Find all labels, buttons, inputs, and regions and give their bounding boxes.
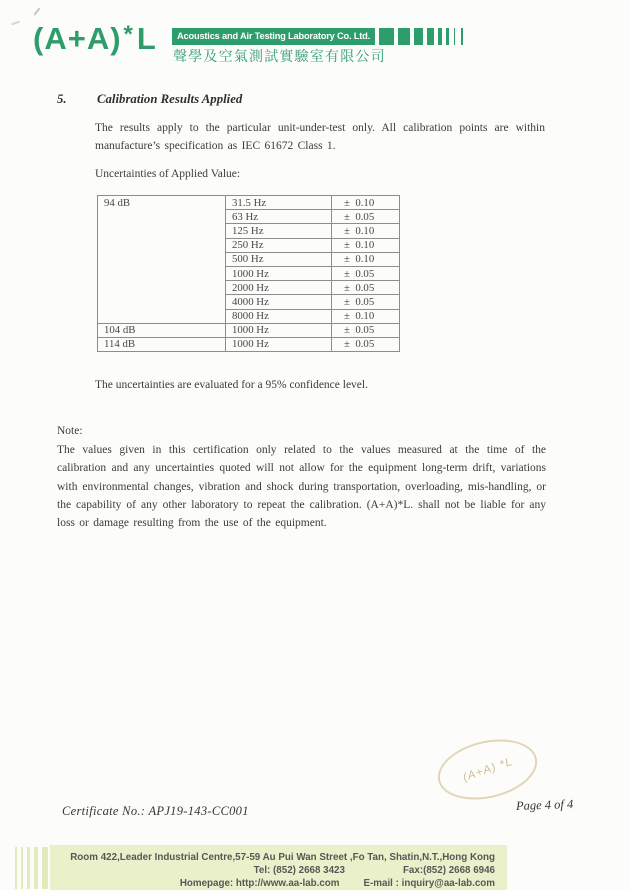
uncertainty-cell: ± 0.10	[332, 309, 400, 323]
frequency-cell: 2000 Hz	[226, 281, 332, 295]
frequency-cell: 125 Hz	[226, 224, 332, 238]
uncertainty-cell: ± 0.10	[332, 238, 400, 252]
logo-suffix: L	[136, 21, 157, 56]
table-row	[98, 323, 400, 337]
company-name-chinese: 聲學及空氣測試實驗室有限公司	[173, 48, 386, 64]
pencil-mark	[11, 21, 20, 25]
results-paragraph: The results apply to the particular unit-under-test only. All calibration points are within manufacture’s specification as IEC 61672 Class 1.	[95, 122, 545, 152]
uncertainty-cell: ± 0.10	[332, 196, 400, 210]
frequency-cell: 31.5 Hz	[226, 196, 332, 210]
page-number: Page 4 of 4	[515, 797, 574, 813]
frequency-cell: 63 Hz	[226, 210, 332, 224]
uncertainty-cell: ± 0.05	[332, 337, 400, 351]
uncertainty-cell: ± 0.05	[332, 266, 400, 280]
table-row	[98, 337, 400, 351]
level-cell: 114 dB	[98, 337, 226, 351]
table-caption: Uncertainties of Applied Value:	[95, 168, 241, 180]
frequency-cell: 500 Hz	[226, 252, 332, 266]
confidence-level-note: The uncertainties are evaluated for a 95% confidence level.	[95, 379, 368, 391]
level-cell: 94 dB	[98, 196, 226, 324]
company-name-banner: Acoustics and Air Testing Laboratory Co. Ltd.	[172, 28, 375, 45]
note-label: Note:	[57, 425, 83, 437]
frequency-cell: 1000 Hz	[226, 323, 332, 337]
footer-tel: Tel: (852) 2668 3423	[253, 865, 345, 877]
uncertainty-cell: ± 0.05	[332, 295, 400, 309]
uncertainty-cell: ± 0.05	[332, 323, 400, 337]
frequency-cell: 250 Hz	[226, 238, 332, 252]
certificate-number: Certificate No.: APJ19-143-CC001	[62, 804, 249, 818]
footer-address: Room 422,Leader Industrial Centre,57-59 Au Pui Wan Street ,Fo Tan, Shatin,N.T.,Hong Kong	[70, 852, 495, 863]
footer-fax: Fax:(852) 2668 6946	[402, 865, 495, 877]
uncertainty-cell: ± 0.05	[332, 281, 400, 295]
uncertainty-cell: ± 0.05	[332, 210, 400, 224]
section-title: Calibration Results Applied	[97, 92, 243, 106]
section-number: 5.	[57, 92, 67, 106]
pencil-mark	[33, 7, 40, 15]
logo-bars-decoration	[379, 28, 463, 45]
note-paragraph: The values given in this certification only related to the values measured at the time of the calibration and any uncertainties quoted will not allow for the equipment long-term drift, variations with environmental changes, vibration and shock during transportation, overloading, mis-handling, or the capability of any other laboratory to repeat the calibration. (A+A)*L. shall not be liable for any loss or damage resulting from the use of the equipment.	[57, 444, 546, 530]
stamp-text: (A+A) *L	[461, 755, 514, 784]
logo-paren: (A+A)	[33, 21, 122, 56]
uncertainty-cell: ± 0.10	[332, 224, 400, 238]
company-logo	[33, 22, 157, 59]
logo-asterisk: *	[123, 21, 134, 48]
frequency-cell: 1000 Hz	[226, 337, 332, 351]
table-row	[98, 196, 400, 210]
frequency-cell: 1000 Hz	[226, 266, 332, 280]
company-stamp	[432, 730, 543, 808]
section-heading	[57, 92, 242, 107]
footer-contact-block	[50, 845, 507, 890]
uncertainties-table	[97, 195, 400, 352]
frequency-cell: 8000 Hz	[226, 309, 332, 323]
footer-email: E-mail : inquiry@aa-lab.com	[363, 878, 495, 890]
frequency-cell: 4000 Hz	[226, 295, 332, 309]
footer-homepage: Homepage: http://www.aa-lab.com	[179, 878, 340, 890]
level-cell: 104 dB	[98, 323, 226, 337]
uncertainty-cell: ± 0.10	[332, 252, 400, 266]
